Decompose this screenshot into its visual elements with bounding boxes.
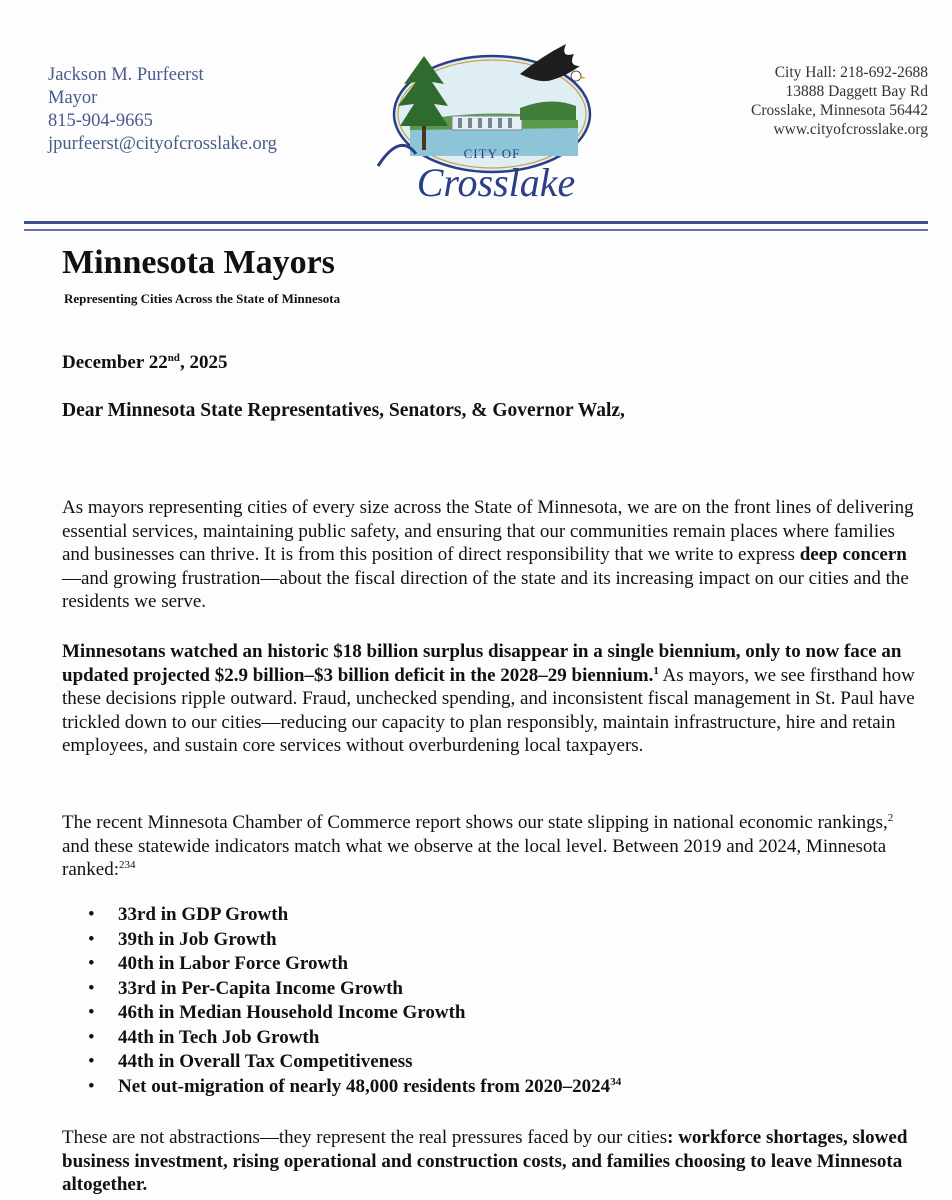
footnote-ref: 1 xyxy=(653,664,659,677)
p4-text: These are not abstractions—they represent the real pressures faced by our cities xyxy=(62,1127,668,1148)
mayor-phone: 815-904-9665 xyxy=(48,111,153,131)
address-line1: 13888 Daggett Bay Rd xyxy=(785,83,928,100)
p1-text-b: —and growing frustration—about the fiscal direction of the state and its increasing impact on our cities and the residents we serve. xyxy=(62,567,909,612)
mayor-role: Mayor xyxy=(48,88,98,108)
date-day: December 22 xyxy=(62,352,168,373)
list-item: • 46th in Median Household Income Growth xyxy=(62,1001,621,1026)
logo-crosslake: Crosslake xyxy=(416,160,576,205)
date-suffix: nd xyxy=(167,352,180,364)
p1-text-a: As mayors representing cities of every size across the State of Minnesota, we are on the front lines of delivering essential services, maintaining public safety, and ensuring that our communities remain places where families and businesses can thrive. It is from this position of direct responsibility that we write to express xyxy=(62,497,914,565)
mayor-contact xyxy=(48,64,277,156)
paragraph-pressures xyxy=(62,1126,922,1197)
paragraph-intro xyxy=(62,496,922,614)
mayor-name: Jackson M. Purfeerst xyxy=(48,65,204,85)
letterhead-divider xyxy=(24,221,928,224)
list-item-text: Net out-migration of nearly 48,000 residents from 2020–2024 xyxy=(118,1075,611,1097)
letter-date xyxy=(62,352,227,374)
footnote-ref: 34 xyxy=(610,1075,622,1088)
p1-bold: deep concern xyxy=(799,544,907,565)
p3-text-a: The recent Minnesota Chamber of Commerce report shows our state slipping in national economic rankings, xyxy=(62,812,888,833)
list-item: • 44th in Overall Tax Competitiveness xyxy=(62,1050,621,1075)
city-of-crosslake-logo xyxy=(370,36,615,206)
footnote-ref: 2 xyxy=(887,812,894,824)
city-website: www.cityofcrosslake.org xyxy=(773,121,928,138)
letterhead-divider-thin xyxy=(24,229,928,231)
org-subtitle: Representing Cities Across the State of Minnesota xyxy=(64,291,341,306)
list-item: • 33rd in GDP Growth xyxy=(62,903,621,928)
city-hall-phone: City Hall: 218-692-2688 xyxy=(774,64,928,81)
paragraph-surplus xyxy=(62,640,922,758)
city-hall-contact xyxy=(751,63,928,139)
logo-city-of: CITY OF xyxy=(463,146,521,161)
p2-text: As mayors, we see firsthand how these decisions ripple outward. Fraud, unchecked spending, and inconsistent fiscal management in St. Paul have trickled down to our cities—reducing our capacity to plan responsibly, maintain infrastructure, hire and retain employees, and sustain core services without overburdening local taxpayers. xyxy=(62,664,915,756)
address-line2: Crosslake, Minnesota 56442 xyxy=(751,102,928,119)
paragraph-rankings-intro xyxy=(62,811,922,882)
footnote-ref: 234 xyxy=(118,859,136,871)
p2-bold: Minnesotans watched an historic $18 billion surplus disappear in a single biennium, only to now face an updated projected $2.9 billion–$3 billion deficit in the 2028–29 biennium. xyxy=(62,641,902,686)
list-item: • 44th in Tech Job Growth xyxy=(62,1026,621,1051)
p3-text-b: and these statewide indicators match what we observe at the local level. Between 2019 and 2024, Minnesota ranked: xyxy=(62,835,887,880)
list-item: • 39th in Job Growth xyxy=(62,928,621,953)
list-item xyxy=(62,1075,621,1100)
date-year: , 2025 xyxy=(179,352,228,373)
salutation: Dear Minnesota State Representatives, Senators, & Governor Walz, xyxy=(62,400,625,421)
list-item: • 33rd in Per-Capita Income Growth xyxy=(62,977,621,1002)
org-title: Minnesota Mayors xyxy=(62,244,335,281)
mayor-email: jpurfeerst@cityofcrosslake.org xyxy=(48,134,277,154)
list-item: • 40th in Labor Force Growth xyxy=(62,952,621,977)
rankings-list xyxy=(62,903,621,1099)
p4-bold: : workforce shortages, slowed business investment, rising operational and construction costs, and families choosing to leave Minnesota altogether. xyxy=(62,1127,908,1195)
